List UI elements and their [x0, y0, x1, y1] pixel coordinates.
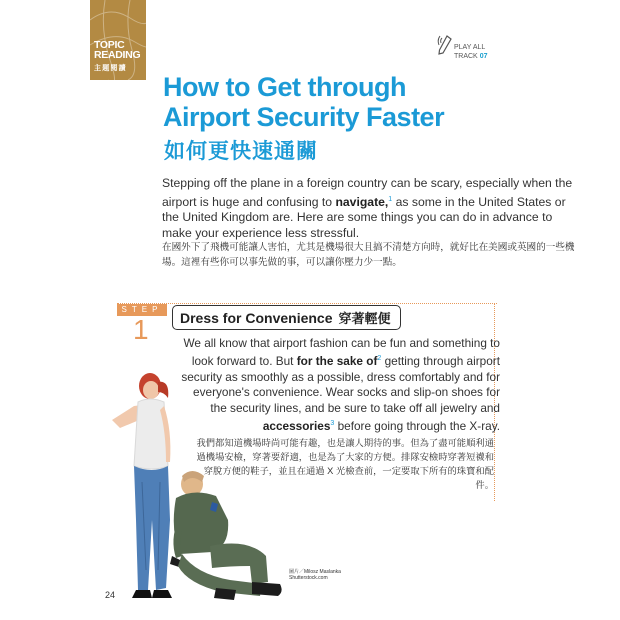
vocab-for-the-sake-of: for the sake of: [296, 354, 378, 369]
step-divider-top: [117, 303, 497, 304]
pen-icon[interactable]: [437, 34, 453, 56]
section-title: [180, 308, 391, 327]
play-all-label: PLAY ALL: [454, 44, 486, 51]
page-number: 24: [105, 590, 116, 600]
article-title-zh: 如何更快速通關: [164, 140, 318, 163]
title-line2: Airport Security Faster: [163, 102, 445, 132]
intro-paragraph: [162, 176, 582, 241]
section-title-en: Dress for Convenience: [180, 310, 333, 326]
intro-text-2: as some in the United States or the United Kingdom are. Here are some things you can do in advance to make your experience less stressful.: [162, 194, 566, 240]
step-text-3: before going through the X-ray.: [334, 418, 500, 433]
article-title: [163, 72, 583, 132]
topic-line2: READING: [94, 49, 141, 61]
credit-line1: 圖片／Milosz Maslanka: [289, 569, 341, 575]
intro-paragraph-zh: 在國外下了飛機可能讓人害怕，尤其是機場很大且搞不清楚方向時，就好比在美國或英國的一些機場。這裡有些你可以事先做的事，可以讓你壓力少一點。: [162, 242, 575, 268]
section-title-zh: 穿著輕便: [338, 311, 391, 326]
photo-credit: [289, 569, 341, 581]
intro-text-1: Stepping off the plane in a foreign country can be scary, especially when the airport is huge and confusing to: [162, 176, 573, 209]
footnote-3: 3: [330, 419, 335, 427]
step-number: 1: [133, 314, 149, 345]
topic-label: [94, 40, 154, 60]
topic-zh: 主題閱讀: [94, 65, 127, 72]
step-body: [180, 336, 500, 434]
topic-line1: TOPIC: [94, 39, 125, 51]
title-line1: How to Get through: [163, 72, 406, 102]
track-number: 07: [479, 53, 488, 60]
footnote-1: 1: [388, 195, 393, 203]
step-text-2: getting through airport security as smoothly as a possible, dress comfortably and for everyone's convenience. Wear socks and slip-on shoes for the security lines, and be sure to take off all jewelry and: [181, 354, 500, 415]
footnote-2: 2: [377, 355, 382, 363]
step-text-1: We all know that airport fashion can be fun and something to look forward to. But: [183, 336, 500, 369]
track-label: TRACK: [454, 53, 478, 60]
play-all-track[interactable]: [454, 43, 487, 61]
vocab-accessories: accessories: [262, 418, 331, 433]
step-body-zh: 我們都知道機場時尚可能有趣，也是讓人期待的事。但為了盡可能順利通過機場安檢，穿著要舒適，也是為了大家的方便。排隊安檢時穿著短襪和穿脫方便的鞋子，並且在通過 X 光檢查前，一定要取下所有的珠寶和配件。: [196, 438, 494, 490]
vocab-navigate: navigate,: [335, 194, 389, 209]
step-label: STEP: [117, 304, 167, 316]
credit-line2: Shutterstock.com: [289, 575, 328, 581]
